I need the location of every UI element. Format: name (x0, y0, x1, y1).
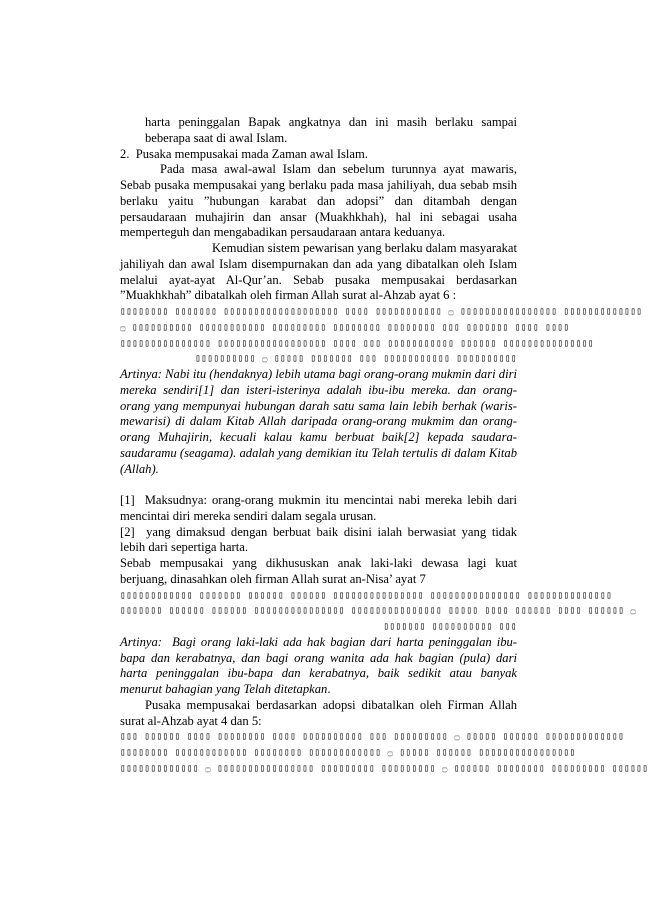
arabic-line: ▯▯▯▯▯▯▯▯▯▯▯▯▯▯▯ ▯▯▯▯▯▯▯▯▯▯▯▯▯▯▯▯▯▯ ▯▯▯▯ ▯▯▯ ▯▯▯▯▯▯▯▯▯▯▯ ▯▯▯▯▯▯ ▯▯▯▯▯▯▯▯▯▯▯▯▯▯▯ (120, 337, 594, 349)
paragraph-adoption-continued: harta peninggalan Bapak angkatnya dan ini masih berlaku sampai beberapa saat di awal Islam. (145, 115, 517, 145)
footnote-1: [1] Maksudnya: orang-orang mukmin itu mencintai nabi mereka lebih dari mencintai diri mereka sendiri dalam segala urusan. (120, 493, 517, 523)
arabic-line: ▯▯▯▯▯▯▯▯ ▯▯▯▯▯▯▯▯▯▯▯▯ ▯▯▯▯▯▯▯▯ ▯▯▯▯▯▯▯▯▯▯▯▯ ۝ ▯▯▯▯▯ ▯▯▯▯▯▯ ▯▯▯▯▯▯▯▯▯▯▯▯▯▯▯▯ (120, 747, 576, 758)
arabic-line: ▯▯▯▯▯▯▯▯▯▯ ۝ ▯▯▯▯▯ ▯▯▯▯▯▯▯ ▯▯▯ ▯▯▯▯▯▯▯▯▯▯▯ ▯▯▯▯▯▯▯▯▯▯ (195, 353, 517, 365)
numbered-heading-2: 2. Pusaka mempusakai mada Zaman awal Islam. (120, 146, 368, 161)
paragraph-perfection: Kemudian sistem pewarisan yang berlaku dalam masyarakat jahiliyah dan awal Islam disempurnakan dan ada yang dibatalkan oleh Islam melalui ayat-ayat Al-Qur’an. Sebab pusaka mempusakai berdasarkan ”Muakhkhah” dibatalkah oleh firman Allah surat al-Ahzab ayat 6 : (120, 241, 517, 303)
footnote-2: [2] yang dimaksud dengan berbuat baik disini ialah berwasiat yang tidak lebih dari sepertiga harta. (120, 524, 517, 555)
arabic-verse-an-nisa-7 (120, 588, 637, 635)
document-page (120, 115, 648, 777)
arabic-verse-al-ahzab-4-5 (120, 729, 648, 776)
arabic-line: ▯▯▯▯▯▯▯▯ ▯▯▯▯▯▯▯ ▯▯▯▯▯▯▯▯▯▯▯▯▯▯▯▯▯▯▯ ▯▯▯▯ ▯▯▯▯▯▯▯▯▯▯▯ ۝ ▯▯▯▯▯▯▯▯▯▯▯▯▯▯▯▯ ▯▯▯▯▯▯▯▯▯▯▯▯▯ (120, 306, 643, 317)
arabic-line: ▯▯▯▯▯▯▯▯▯▯▯▯ ▯▯▯▯▯▯▯ ▯▯▯▯▯▯ ▯▯▯▯▯▯ ▯▯▯▯▯▯▯▯▯▯▯▯▯▯▯ ▯▯▯▯▯▯▯▯▯▯▯▯▯▯▯ ▯▯▯▯▯▯▯▯▯▯▯▯▯▯ (120, 589, 613, 601)
translation-period: . (327, 682, 331, 696)
paragraph-early-islam: Pada masa awal-awal Islam dan sebelum turunnya ayat mawaris, Sebab pusaka mempusakai yang berlaku pada masa jahiliyah, dua sebab msih berlaku yaitu ”hubungan karabat dan adopsi” dan ditambah dengan persaudaraan muhajirin dan ansar (Muakhkhah), hal ini sebagai usaha memperteguh dan mengabadikan persaudaraan antara keduanya. (120, 162, 517, 240)
translation-text: Artinya: Bagi orang laki-laki ada hak bagian dari harta peninggalan ibu-bapa dan kerabatnya, dan bagi orang wanita ada hak bagian (pula) dari harta peninggalan ibu-bapa dan kerabatnya, baik sedikit atau banyak menurut bahagian yang Telah ditetapkan (120, 634, 517, 696)
arabic-line: ▯▯▯▯▯▯▯ ▯▯▯▯▯▯▯▯▯▯ ▯▯▯ (383, 621, 517, 632)
arabic-line: ▯▯▯▯▯▯▯ ▯▯▯▯▯▯ ▯▯▯▯▯▯ ▯▯▯▯▯▯▯▯▯▯▯▯▯▯▯ ▯▯▯▯▯▯▯▯▯▯▯▯▯▯▯ ▯▯▯▯▯ ▯▯▯▯ ▯▯▯▯▯▯ ▯▯▯▯ ▯▯▯▯▯▯ ۝ (120, 605, 637, 617)
arabic-line: ۝ ▯▯▯▯▯▯▯▯▯▯ ▯▯▯▯▯▯▯▯▯▯▯ ▯▯▯▯▯▯▯▯▯ ▯▯▯▯▯▯▯▯ ▯▯▯▯▯▯▯▯ ▯▯▯ ▯▯▯▯▯▯▯ ▯▯▯▯ ▯▯▯▯ (120, 321, 570, 333)
arabic-line: ▯▯▯ ▯▯▯▯▯▯ ▯▯▯▯ ▯▯▯▯▯▯▯▯ ▯▯▯▯ ▯▯▯▯▯▯▯▯▯▯ ▯▯▯ ▯▯▯▯▯▯▯▯▯ ۝ ▯▯▯▯▯ ▯▯▯▯▯▯ ▯▯▯▯▯▯▯▯▯▯▯▯▯ (120, 731, 625, 743)
arabic-line: ▯▯▯▯▯▯▯▯▯▯▯▯▯ ۝ ▯▯▯▯▯▯▯▯▯ ▯▯▯▯▯▯▯▯▯ ▯▯▯▯▯▯▯▯▯▯▯▯▯▯▯▯ ۝ ▯▯▯▯▯▯ ▯▯▯▯▯▯▯▯ ▯▯▯▯▯▯▯▯▯ ▯▯▯▯▯▯ (120, 762, 648, 774)
paragraph-an-nisa: Sebab mempusakai yang dikhususkan anak laki-laki dewasa lagi kuat berjuang, dinasahkan oleh firman Allah surat an-Nisa’ ayat 7 (120, 556, 517, 586)
arabic-verse-al-ahzab-6 (120, 304, 643, 367)
paragraph-adoption-cancelled: Pusaka mempusakai berdasarkan adopsi dibatalkan oleh Firman Allah surat al-Ahzab ayat 4 dan 5: (120, 697, 517, 728)
translation-al-ahzab-6: Artinya: Nabi itu (hendaknya) lebih utama bagi orang-orang mukmin dari diri mereka sendiri[1] dan isteri-isterinya adalah ibu-ibu mereka. dan orang-orang yang mempunyai hubungan darah satu sama lain lebih berhak (waris-mewarisi) di dalam Kitab Allah daripada orang-orang mukmim dan orang-orang Muhajirin, kecuali kalau kamu berbuat baik[2] kepada saudara-saudaramu (seagama). adalah yang demikian itu Telah tertulis di dalam Kitab (Allah). (120, 367, 517, 476)
translation-an-nisa-7 (120, 635, 517, 698)
